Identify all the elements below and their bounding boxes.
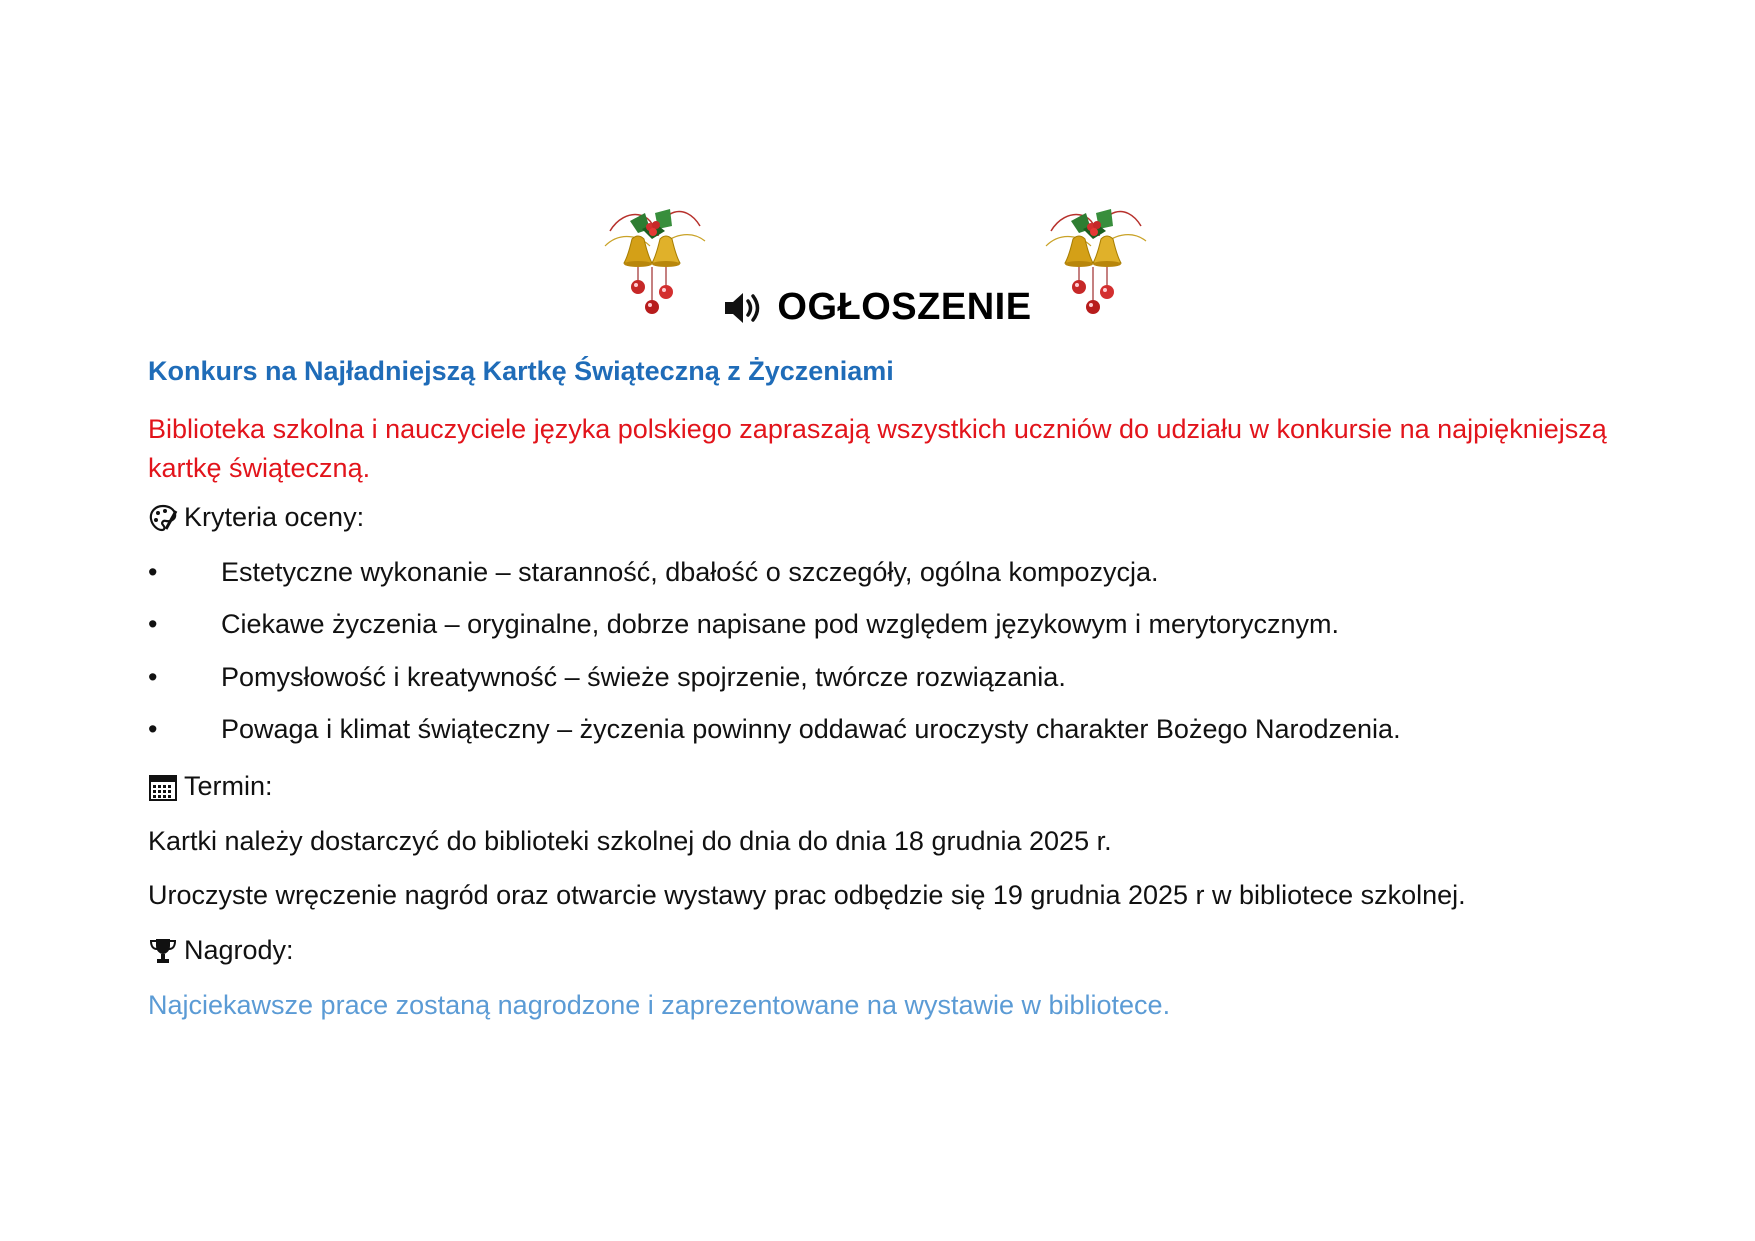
intro-paragraph: Biblioteka szkolna i nauczyciele języka polskiego zapraszają wszystkich uczniów do udziału w konkursie na najpiękniejszą kartkę świąteczną. bbox=[148, 414, 1607, 483]
calendar-icon bbox=[148, 772, 178, 802]
criteria-label bbox=[148, 502, 364, 533]
speaker-icon bbox=[723, 290, 765, 326]
trophy-icon bbox=[148, 936, 178, 966]
list-item-text: Powaga i klimat świąteczny – życzenia powinny oddawać uroczysty charakter Bożego Narodzenia. bbox=[221, 714, 1401, 744]
bullet-marker: • bbox=[148, 609, 158, 639]
palette-icon bbox=[148, 503, 178, 533]
deadline-line: Uroczyste wręczenie nagród oraz otwarcie wystawy prac odbędzie się 19 grudnia 2025 r w bibliotece szkolnej. bbox=[148, 880, 1466, 910]
deadline-label bbox=[148, 771, 273, 802]
prizes-label-text: Nagrody: bbox=[184, 935, 294, 965]
list-item-text: Estetyczne wykonanie – staranność, dbałość o szczegóły, ogólna kompozycja. bbox=[221, 557, 1159, 587]
page-title bbox=[0, 286, 1755, 336]
deadline-line: Kartki należy dostarczyć do biblioteki szkolnej do dnia do dnia 18 grudnia 2025 r. bbox=[148, 826, 1112, 856]
list-item-text: Pomysłowość i kreatywność – świeże spojrzenie, twórcze rozwiązania. bbox=[221, 662, 1066, 692]
bullet-marker: • bbox=[148, 714, 158, 744]
title-text: OGŁOSZENIE bbox=[777, 286, 1032, 328]
contest-heading: Konkurs na Najładniejszą Kartkę Świąteczną z Życzeniami bbox=[148, 356, 894, 386]
deadline-label-text: Termin: bbox=[184, 771, 273, 801]
list-item-text: Ciekawe życzenia – oryginalne, dobrze napisane pod względem językowym i merytorycznym. bbox=[221, 609, 1339, 639]
prizes-text: Najciekawsze prace zostaną nagrodzone i zaprezentowane na wystawie w bibliotece. bbox=[148, 990, 1171, 1020]
bullet-marker: • bbox=[148, 662, 158, 692]
prizes-label bbox=[148, 935, 294, 966]
bullet-marker: • bbox=[148, 557, 158, 587]
criteria-label-text: Kryteria oceny: bbox=[184, 502, 365, 532]
